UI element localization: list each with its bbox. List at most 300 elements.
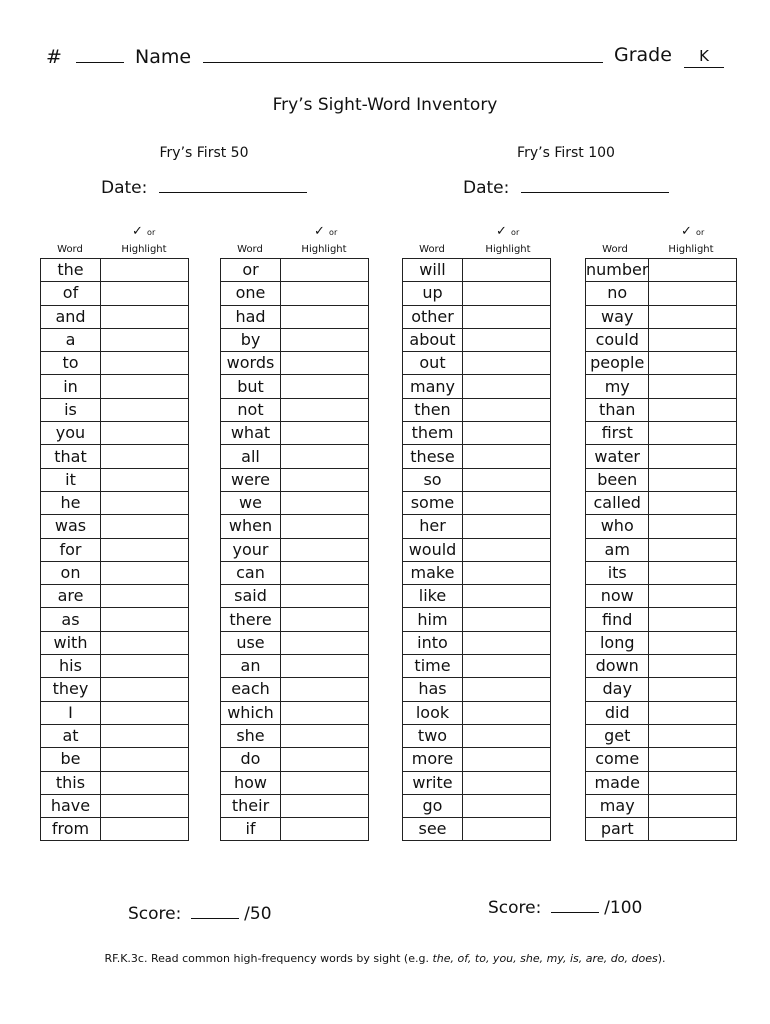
table-row (221, 328, 369, 351)
score-total: /50 (244, 904, 272, 924)
sight-word-cell: way (586, 305, 649, 328)
table-row (586, 491, 737, 514)
sight-word-cell: may (586, 794, 649, 817)
check-cell[interactable] (281, 491, 369, 514)
check-cell[interactable] (281, 655, 369, 678)
score-total: /100 (604, 898, 643, 918)
sight-word-cell: do (221, 748, 281, 771)
sight-word-cell: part (586, 818, 649, 841)
check-or-label: ✓ or (496, 224, 520, 239)
check-cell[interactable] (101, 515, 189, 538)
sight-word-cell: there (221, 608, 281, 631)
sight-word-cell: will (403, 259, 463, 282)
table-row (41, 328, 189, 351)
table-row (221, 538, 369, 561)
sight-word-cell: so (403, 468, 463, 491)
table-row (403, 561, 551, 584)
check-cell[interactable] (281, 818, 369, 841)
sight-word-cell: that (41, 445, 101, 468)
sight-word-cell: which (221, 701, 281, 724)
sight-word-cell: at (41, 724, 101, 747)
check-cell[interactable] (101, 375, 189, 398)
sight-word-cell: find (586, 608, 649, 631)
table-row (221, 468, 369, 491)
sight-word-cell: of (41, 282, 101, 305)
sight-word-cell: his (41, 655, 101, 678)
highlight-header: Highlight (301, 244, 347, 255)
check-cell[interactable] (101, 468, 189, 491)
sight-word-cell: her (403, 515, 463, 538)
table-row (41, 585, 189, 608)
table-row (586, 375, 737, 398)
sight-word-cell: as (41, 608, 101, 631)
number-field (46, 44, 124, 68)
sight-word-cell: but (221, 375, 281, 398)
table-row (403, 491, 551, 514)
sight-word-cell: are (41, 585, 101, 608)
check-cell[interactable] (101, 445, 189, 468)
table-row (403, 515, 551, 538)
table-row (586, 538, 737, 561)
check-cell[interactable] (281, 585, 369, 608)
score-first-50 (128, 900, 272, 924)
check-cell[interactable] (463, 794, 551, 817)
word-table-2 (220, 258, 369, 841)
check-cell[interactable] (463, 538, 551, 561)
sight-word-cell: did (586, 701, 649, 724)
table-row (221, 352, 369, 375)
check-cell[interactable] (463, 305, 551, 328)
table-row (586, 701, 737, 724)
table-row (586, 259, 737, 282)
table-row (221, 491, 369, 514)
check-cell[interactable] (463, 585, 551, 608)
highlight-header: Highlight (485, 244, 531, 255)
number-blank[interactable] (76, 44, 124, 63)
table-row (586, 794, 737, 817)
sight-word-cell: use (221, 631, 281, 654)
check-or-label: ✓ or (314, 224, 338, 239)
sight-word-cell: been (586, 468, 649, 491)
sight-word-cell: has (403, 678, 463, 701)
score-label: Score: (488, 898, 542, 918)
sight-word-cell: up (403, 282, 463, 305)
check-cell[interactable] (101, 678, 189, 701)
check-cell[interactable] (649, 701, 737, 724)
sight-word-cell: no (586, 282, 649, 305)
checkmark-icon: ✓ (314, 224, 325, 239)
table-row (586, 585, 737, 608)
table-row (221, 445, 369, 468)
sight-word-cell: the (41, 259, 101, 282)
name-field (135, 44, 603, 68)
sight-word-cell: not (221, 398, 281, 421)
table-row (403, 398, 551, 421)
check-cell[interactable] (463, 631, 551, 654)
check-cell[interactable] (463, 771, 551, 794)
table-row (403, 468, 551, 491)
sight-word-cell: him (403, 608, 463, 631)
table-row (41, 794, 189, 817)
table-row (41, 445, 189, 468)
highlight-header: Highlight (668, 244, 714, 255)
sight-word-cell: its (586, 561, 649, 584)
table-row (41, 561, 189, 584)
table-row (41, 724, 189, 747)
check-cell[interactable] (281, 468, 369, 491)
check-or-label: ✓ or (681, 224, 705, 239)
check-cell[interactable] (649, 305, 737, 328)
sight-word-cell: for (41, 538, 101, 561)
check-cell[interactable] (281, 724, 369, 747)
table-row (403, 422, 551, 445)
check-cell[interactable] (281, 538, 369, 561)
check-cell[interactable] (281, 608, 369, 631)
check-cell[interactable] (281, 561, 369, 584)
table-row (221, 305, 369, 328)
check-cell[interactable] (101, 818, 189, 841)
table-row (41, 655, 189, 678)
table-row (586, 771, 737, 794)
table-row (41, 818, 189, 841)
check-cell[interactable] (101, 282, 189, 305)
check-cell[interactable] (649, 818, 737, 841)
table-row (586, 631, 737, 654)
check-cell[interactable] (463, 515, 551, 538)
table-row (41, 352, 189, 375)
date-label: Date: (101, 178, 148, 198)
date-field-first-50 (101, 174, 307, 198)
table-row (586, 748, 737, 771)
check-cell[interactable] (463, 328, 551, 351)
standard-end: ). (657, 952, 666, 965)
check-cell[interactable] (281, 375, 369, 398)
check-cell[interactable] (463, 375, 551, 398)
sight-word-cell: from (41, 818, 101, 841)
check-cell[interactable] (463, 678, 551, 701)
check-cell[interactable] (463, 259, 551, 282)
check-cell[interactable] (463, 724, 551, 747)
checkmark-icon: ✓ (496, 224, 507, 239)
highlight-header: Highlight (121, 244, 167, 255)
table-row (403, 585, 551, 608)
sight-word-cell: them (403, 422, 463, 445)
sight-word-cell: and (41, 305, 101, 328)
table-row (403, 445, 551, 468)
table-row (221, 398, 369, 421)
check-cell[interactable] (281, 748, 369, 771)
sight-word-cell: is (41, 398, 101, 421)
check-cell[interactable] (281, 701, 369, 724)
check-cell[interactable] (649, 678, 737, 701)
sight-word-cell: look (403, 701, 463, 724)
sight-word-cell: made (586, 771, 649, 794)
sight-word-cell: down (586, 655, 649, 678)
check-cell[interactable] (101, 328, 189, 351)
check-cell[interactable] (101, 701, 189, 724)
checkmark-icon: ✓ (681, 224, 692, 239)
sight-word-cell: a (41, 328, 101, 351)
table-row (221, 375, 369, 398)
date-blank[interactable] (159, 174, 307, 193)
check-cell[interactable] (649, 259, 737, 282)
check-cell[interactable] (649, 794, 737, 817)
word-header: Word (57, 244, 83, 255)
check-cell[interactable] (649, 352, 737, 375)
check-cell[interactable] (463, 468, 551, 491)
date-blank[interactable] (521, 174, 669, 193)
table-row (41, 701, 189, 724)
check-cell[interactable] (649, 748, 737, 771)
check-cell[interactable] (463, 398, 551, 421)
table-row (41, 422, 189, 445)
table-row (41, 631, 189, 654)
check-cell[interactable] (463, 818, 551, 841)
grade-field (614, 44, 724, 68)
sight-word-cell: long (586, 631, 649, 654)
sight-word-cell: two (403, 724, 463, 747)
date-label: Date: (463, 178, 510, 198)
table-row (403, 282, 551, 305)
sight-word-cell: write (403, 771, 463, 794)
check-cell[interactable] (463, 608, 551, 631)
sight-word-cell: on (41, 561, 101, 584)
table-row (221, 422, 369, 445)
checkmark-icon: ✓ (132, 224, 143, 239)
check-cell[interactable] (281, 259, 369, 282)
table-row (221, 748, 369, 771)
name-label: Name (135, 46, 192, 68)
grade-value[interactable]: K (684, 49, 724, 68)
check-cell[interactable] (463, 352, 551, 375)
score-blank[interactable] (551, 894, 599, 913)
sight-word-cell: get (586, 724, 649, 747)
table-row (221, 724, 369, 747)
check-cell[interactable] (281, 352, 369, 375)
table-row (221, 678, 369, 701)
table-row (586, 328, 737, 351)
check-cell[interactable] (281, 678, 369, 701)
check-cell[interactable] (649, 468, 737, 491)
check-cell[interactable] (649, 538, 737, 561)
table-row (403, 748, 551, 771)
check-cell[interactable] (281, 282, 369, 305)
score-first-100 (488, 894, 642, 918)
sight-word-cell: called (586, 491, 649, 514)
check-cell[interactable] (649, 422, 737, 445)
table-row (221, 771, 369, 794)
date-field-first-100 (463, 174, 669, 198)
check-cell[interactable] (649, 585, 737, 608)
check-cell[interactable] (101, 352, 189, 375)
sight-word-cell: you (41, 422, 101, 445)
table-row (41, 305, 189, 328)
table-row (41, 491, 189, 514)
check-cell[interactable] (649, 608, 737, 631)
name-blank[interactable] (203, 44, 603, 63)
table-row (586, 561, 737, 584)
check-cell[interactable] (649, 515, 737, 538)
check-cell[interactable] (281, 328, 369, 351)
sight-word-cell: were (221, 468, 281, 491)
score-blank[interactable] (191, 900, 239, 919)
table-row (586, 468, 737, 491)
table-row (403, 724, 551, 747)
table-row (586, 282, 737, 305)
sight-word-cell: by (221, 328, 281, 351)
word-table-4 (585, 258, 737, 841)
score-label: Score: (128, 904, 182, 924)
table-row (41, 771, 189, 794)
check-cell[interactable] (281, 794, 369, 817)
check-cell[interactable] (649, 655, 737, 678)
sight-word-cell: had (221, 305, 281, 328)
sight-word-cell: it (41, 468, 101, 491)
check-cell[interactable] (649, 398, 737, 421)
check-cell[interactable] (463, 561, 551, 584)
check-cell[interactable] (281, 305, 369, 328)
word-table-3 (402, 258, 551, 841)
word-table-1 (40, 258, 189, 841)
check-cell[interactable] (101, 305, 189, 328)
check-cell[interactable] (101, 585, 189, 608)
table-row (403, 328, 551, 351)
table-row (221, 515, 369, 538)
word-header: Word (237, 244, 263, 255)
check-cell[interactable] (101, 748, 189, 771)
sight-word-cell: this (41, 771, 101, 794)
sight-word-cell: can (221, 561, 281, 584)
check-cell[interactable] (281, 771, 369, 794)
table-row (41, 375, 189, 398)
check-cell[interactable] (463, 701, 551, 724)
sight-word-cell: other (403, 305, 463, 328)
sight-word-cell: who (586, 515, 649, 538)
page-title: Fry’s Sight-Word Inventory (272, 95, 498, 115)
sight-word-cell: in (41, 375, 101, 398)
check-cell[interactable] (649, 375, 737, 398)
check-cell[interactable] (281, 398, 369, 421)
check-cell[interactable] (101, 724, 189, 747)
sight-word-cell: make (403, 561, 463, 584)
sight-word-cell: all (221, 445, 281, 468)
sight-word-cell: they (41, 678, 101, 701)
table-row (586, 422, 737, 445)
check-cell[interactable] (649, 282, 737, 305)
table-row (41, 398, 189, 421)
table-row (221, 585, 369, 608)
sight-word-cell: more (403, 748, 463, 771)
check-cell[interactable] (649, 771, 737, 794)
sight-word-cell: go (403, 794, 463, 817)
sight-word-cell: day (586, 678, 649, 701)
check-cell[interactable] (281, 422, 369, 445)
check-cell[interactable] (101, 631, 189, 654)
sight-word-cell: like (403, 585, 463, 608)
sight-word-cell: time (403, 655, 463, 678)
table-row (41, 259, 189, 282)
table-row (586, 445, 737, 468)
check-cell[interactable] (463, 422, 551, 445)
check-cell[interactable] (649, 445, 737, 468)
table-row (403, 305, 551, 328)
check-cell[interactable] (649, 328, 737, 351)
sight-word-cell: water (586, 445, 649, 468)
word-header: Word (419, 244, 445, 255)
table-row (403, 794, 551, 817)
sight-word-cell: she (221, 724, 281, 747)
table-row (221, 701, 369, 724)
sight-word-cell: these (403, 445, 463, 468)
sight-word-cell: with (41, 631, 101, 654)
section-heading-first-50: Fry’s First 50 (159, 145, 249, 161)
check-cell[interactable] (281, 515, 369, 538)
check-cell[interactable] (101, 608, 189, 631)
check-cell[interactable] (281, 445, 369, 468)
check-cell[interactable] (281, 631, 369, 654)
sight-word-cell: if (221, 818, 281, 841)
sight-word-cell: said (221, 585, 281, 608)
sight-word-cell: now (586, 585, 649, 608)
sight-word-cell: your (221, 538, 281, 561)
sight-word-cell: words (221, 352, 281, 375)
check-cell[interactable] (101, 771, 189, 794)
check-cell[interactable] (101, 491, 189, 514)
table-row (221, 655, 369, 678)
check-cell[interactable] (101, 259, 189, 282)
check-cell[interactable] (649, 491, 737, 514)
check-cell[interactable] (101, 538, 189, 561)
sight-word-cell: each (221, 678, 281, 701)
table-row (41, 468, 189, 491)
table-row (41, 678, 189, 701)
sight-word-cell: am (586, 538, 649, 561)
table-row (586, 305, 737, 328)
table-row (586, 352, 737, 375)
check-cell[interactable] (101, 398, 189, 421)
sight-word-cell: would (403, 538, 463, 561)
table-row (586, 655, 737, 678)
table-row (586, 515, 737, 538)
table-row (403, 631, 551, 654)
table-row (403, 701, 551, 724)
check-cell[interactable] (463, 445, 551, 468)
sight-word-cell: out (403, 352, 463, 375)
check-cell[interactable] (101, 561, 189, 584)
sight-word-cell: he (41, 491, 101, 514)
sight-word-cell: or (221, 259, 281, 282)
check-cell[interactable] (463, 655, 551, 678)
table-row (586, 398, 737, 421)
table-row (586, 608, 737, 631)
sight-word-cell: into (403, 631, 463, 654)
check-cell[interactable] (463, 491, 551, 514)
sight-word-cell: then (403, 398, 463, 421)
table-row (586, 678, 737, 701)
check-cell[interactable] (649, 631, 737, 654)
check-cell[interactable] (101, 422, 189, 445)
check-cell[interactable] (463, 282, 551, 305)
check-cell[interactable] (649, 561, 737, 584)
sight-word-cell: see (403, 818, 463, 841)
check-cell[interactable] (101, 794, 189, 817)
check-cell[interactable] (463, 748, 551, 771)
check-cell[interactable] (649, 724, 737, 747)
check-cell[interactable] (101, 655, 189, 678)
table-row (221, 259, 369, 282)
sight-word-cell: an (221, 655, 281, 678)
table-row (221, 608, 369, 631)
